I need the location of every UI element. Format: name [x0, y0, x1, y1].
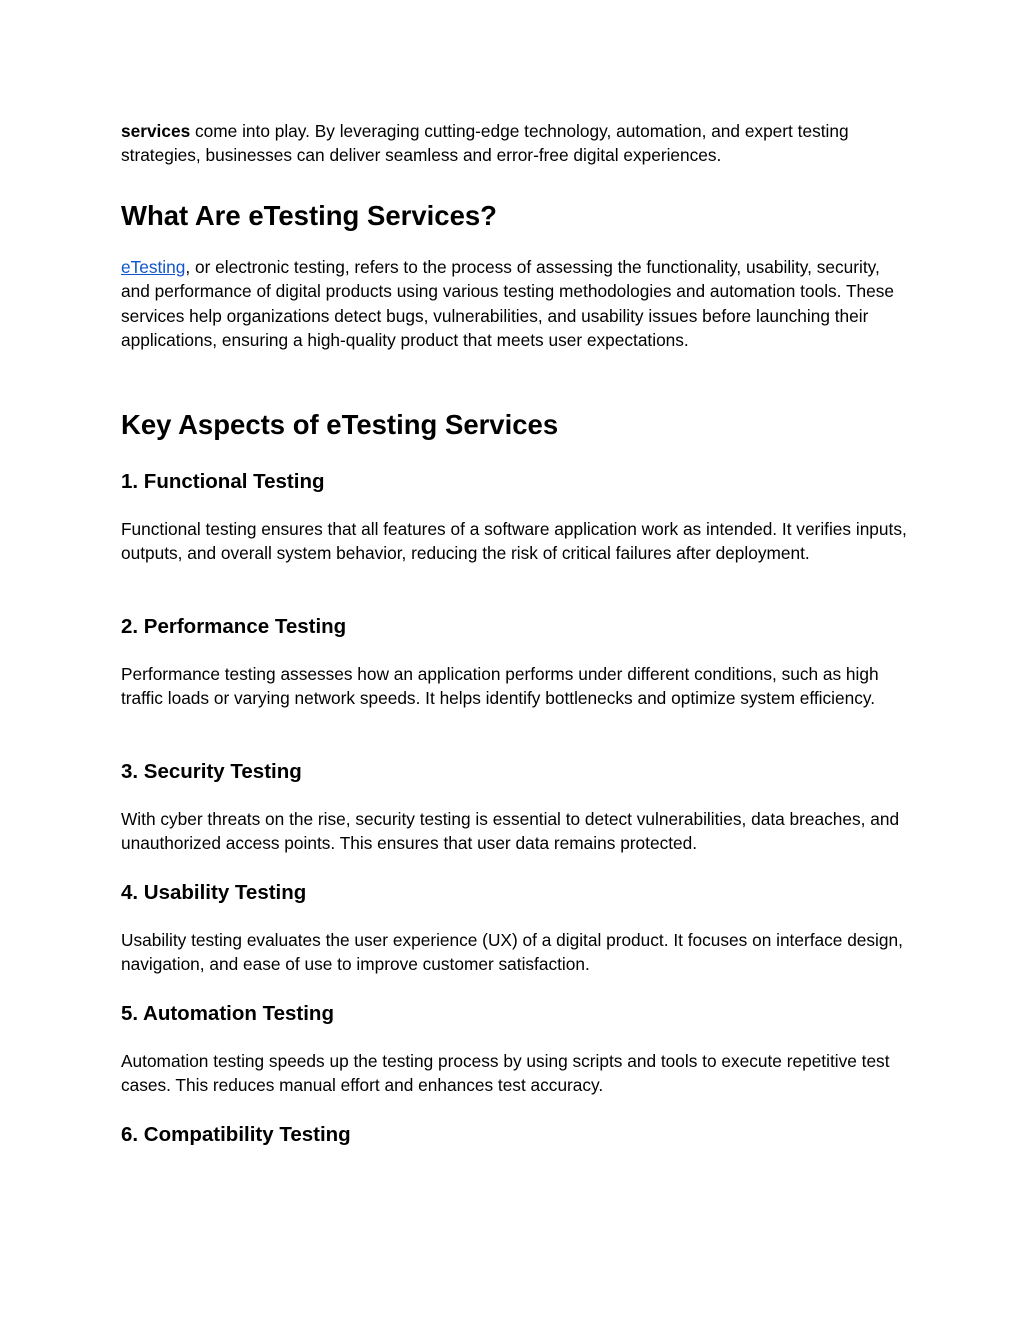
section-body-performance: Performance testing assesses how an application performs under different conditions, such as high traffic loads or varying network speeds. It helps identify bottlenecks and optimize system efficiency. [121, 664, 879, 709]
section-body-automation: Automation testing speeds up the testing process by using scripts and tools to execute repetitive test cases. This reduces manual effort and enhances test accuracy. [121, 1051, 890, 1096]
section-heading-functional: 1. Functional Testing [121, 470, 325, 493]
etesting-link[interactable]: eTesting [121, 257, 186, 277]
section-heading-usability: 4. Usability Testing [121, 881, 307, 904]
section-body-usability: Usability testing evaluates the user experience (UX) of a digital product. It focuses on interface design, navigation, and ease of use to improve customer satisfaction. [121, 930, 903, 975]
what-are-heading: What Are eTesting Services? [121, 200, 497, 231]
section-heading-performance: 2. Performance Testing [121, 615, 347, 638]
section-heading-automation: 5. Automation Testing [121, 1002, 334, 1025]
section-heading-security: 3. Security Testing [121, 760, 302, 783]
section-body-functional: Functional testing ensures that all features of a software application work as intended. It verifies inputs, outputs, and overall system behavior, reducing the risk of critical failures after deployment. [121, 519, 907, 564]
intro-text: come into play. By leveraging cutting-edge technology, automation, and expert testing strategies, businesses can deliver seamless and error-free digital experiences. [121, 121, 849, 166]
section-heading-compatibility: 6. Compatibility Testing [121, 1123, 351, 1146]
section-body-security: With cyber threats on the rise, security testing is essential to detect vulnerabilities, data breaches, and unauthorized access points. This ensures that user data remains protected. [121, 809, 900, 854]
what-are-text: , or electronic testing, refers to the process of assessing the functionality, usability, security, and performance of digital products using various testing methodologies and automation tools. These services help organizations detect bugs, vulnerabilities, and usability issues before launching their applications, ensuring a high-quality product that meets user expectations. [121, 257, 895, 350]
what-are-paragraph [121, 255, 911, 352]
intro-paragraph [121, 119, 911, 168]
intro-bold-term: services [121, 121, 191, 141]
key-aspects-heading: Key Aspects of eTesting Services [121, 409, 559, 440]
